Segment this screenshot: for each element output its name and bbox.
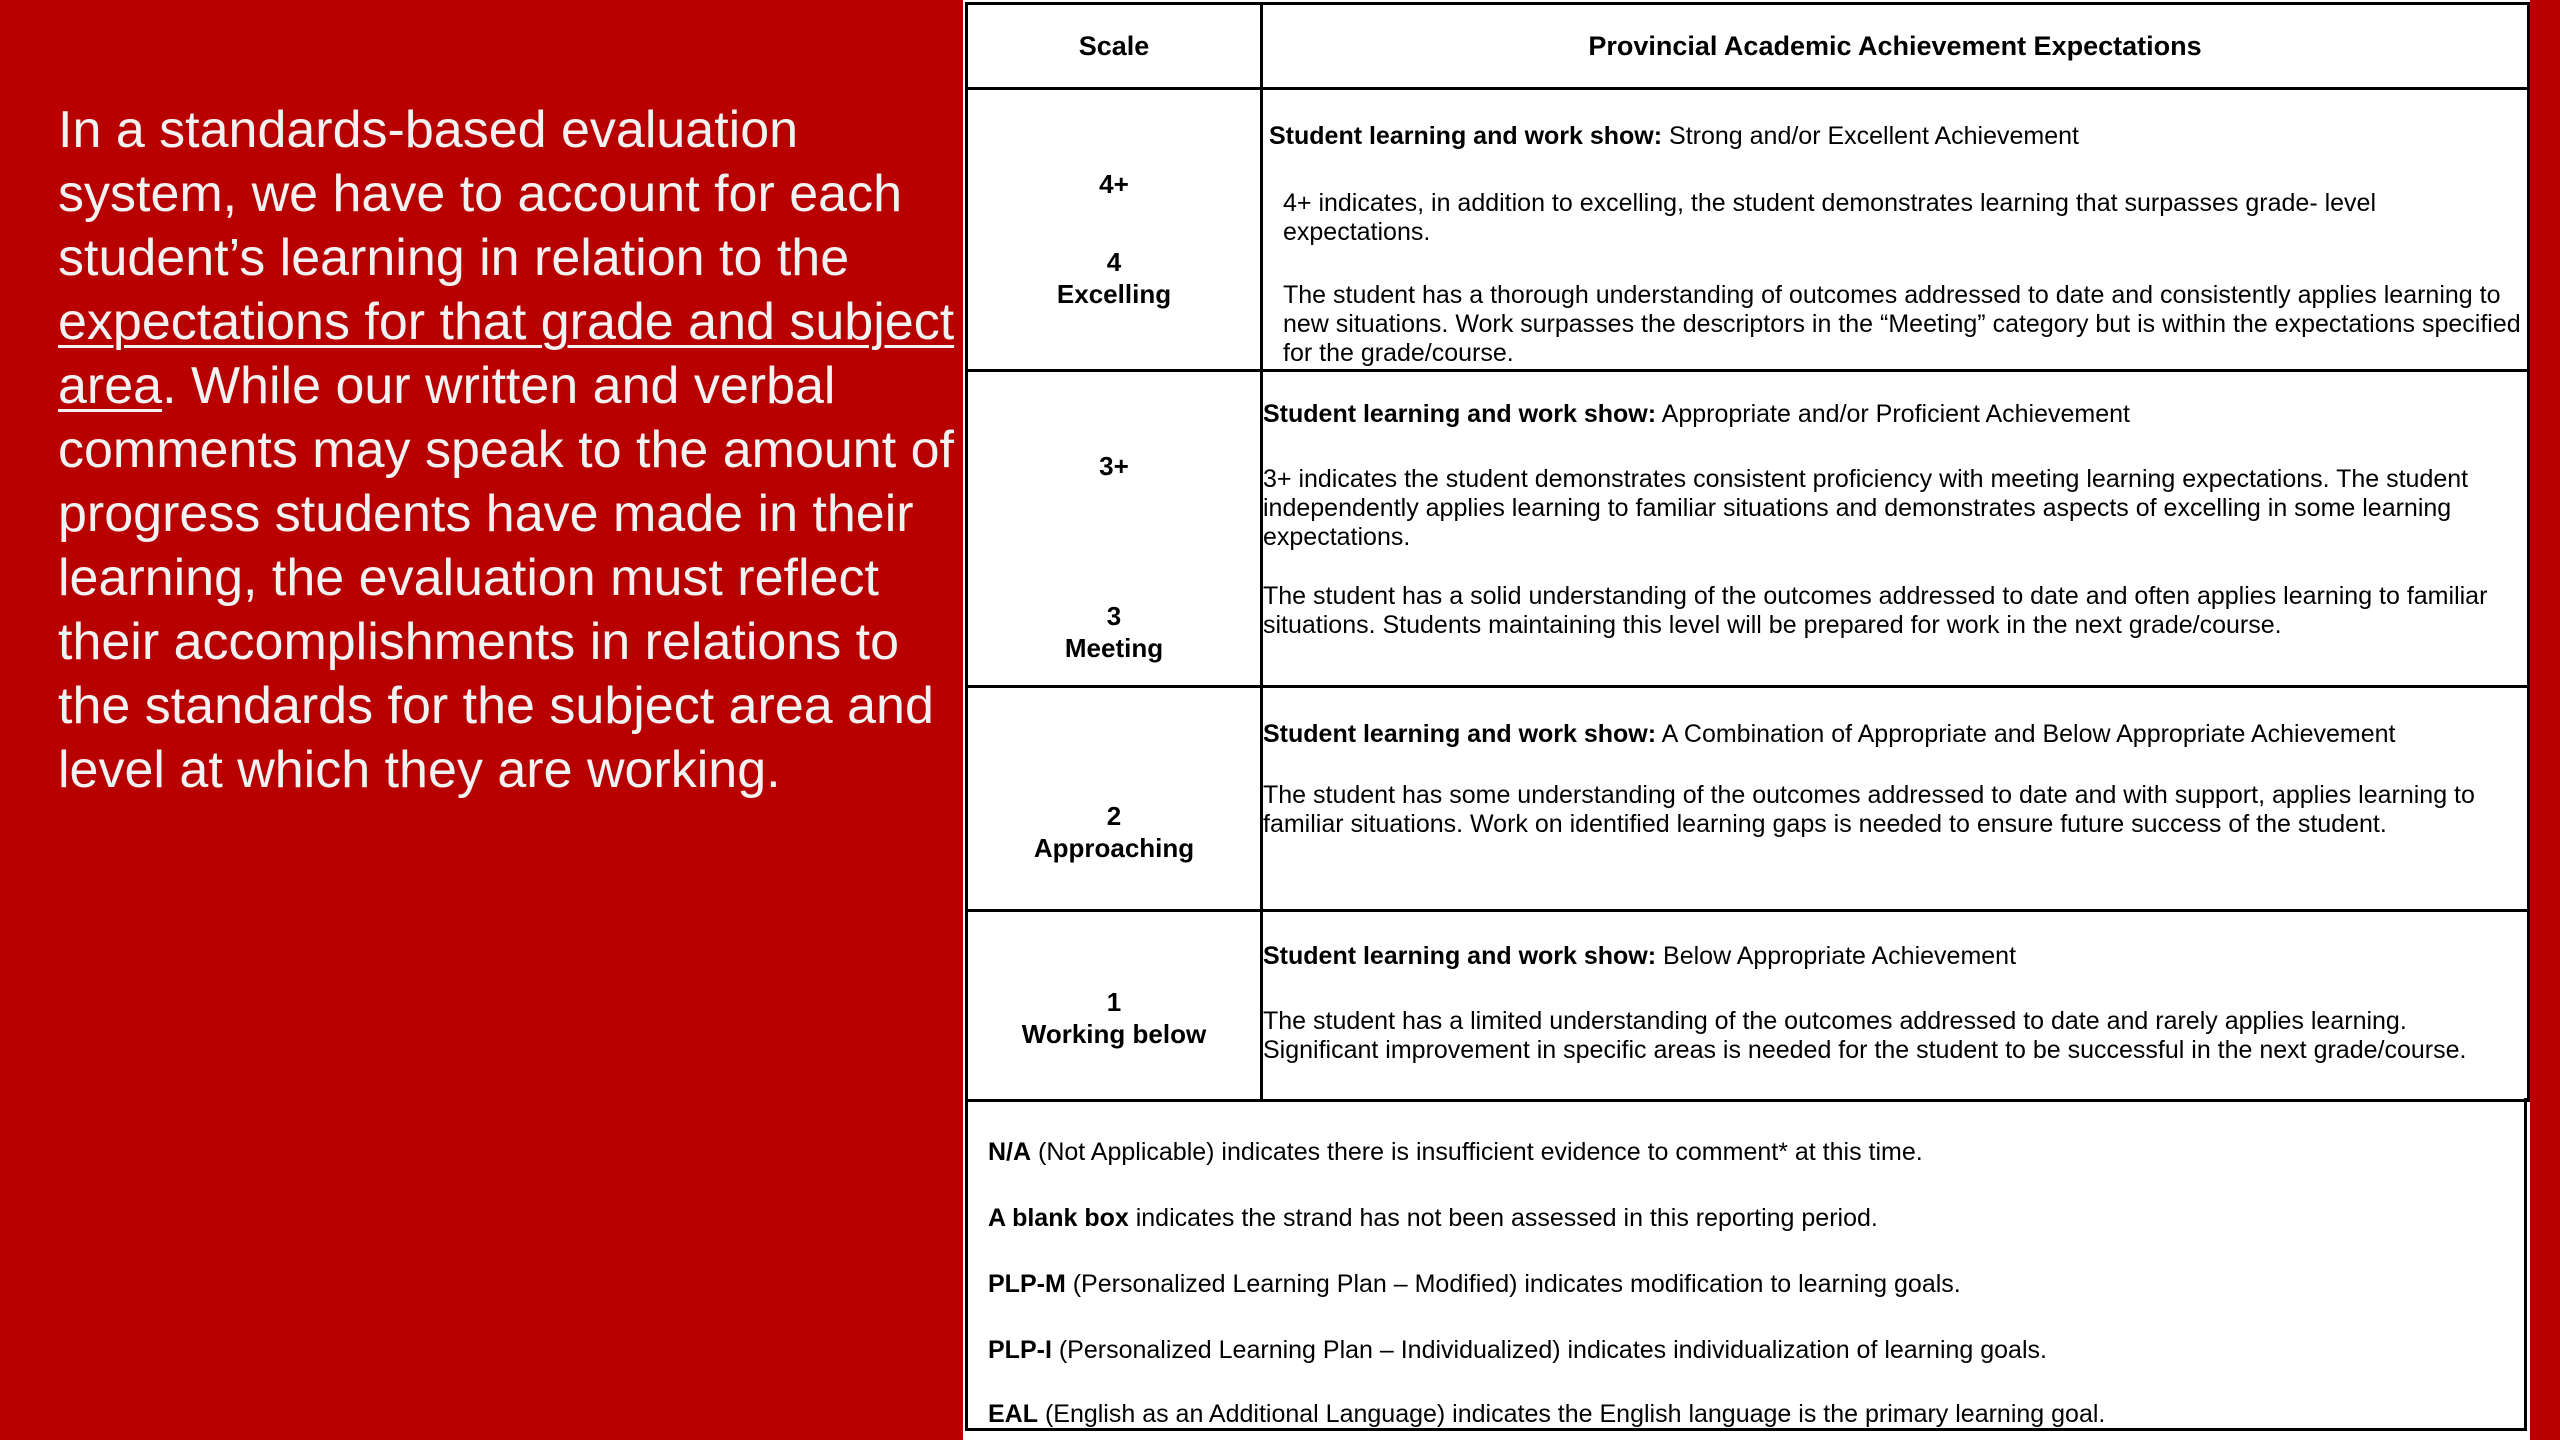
level-number: 3 (1106, 601, 1122, 631)
header-expectations: Provincial Academic Achievement Expectations (1262, 4, 2529, 89)
row-lead-line (1263, 942, 2527, 971)
note-text: (Personalized Learning Plan – Modified) indicates modification to learning goals. (1065, 1270, 1961, 1298)
lead-value: Strong and/or Excellent Achievement (1662, 122, 2080, 150)
lead-label: Student learning and work show: (1269, 122, 1663, 150)
notes-footer (965, 1098, 2527, 1431)
table-header-row (967, 4, 2529, 89)
note-text: indicates the strand has not been assessed in this reporting period. (1128, 1204, 1878, 1232)
intro-paragraph (58, 98, 958, 802)
row-lead-line (1269, 122, 2527, 151)
level-number: 1 (1106, 987, 1122, 1017)
scale-cell-meeting (967, 371, 1262, 687)
note-term: PLP-I (988, 1336, 1052, 1364)
table-row-approaching (967, 687, 2529, 911)
plus-description: 4+ indicates, in addition to excelling, the student demonstrates learning that surpasses grade- level expectations. (1283, 189, 2377, 246)
intro-text-end: . While our written and verbal comments may speak to the amount of progress students have made in their learning, the evaluation must reflect their accomplishments in relations to the standards for the subject area and level at which they are working. (58, 357, 954, 799)
note-text: (English as an Additional Language) indicates the English language is the primary learning goal. (1038, 1400, 2106, 1428)
level-description: The student has a limited understanding of the outcomes addressed to date and rarely applies learning. Significant improvement in specific areas is needed for the student to be successful in the next grade/course. (1263, 1007, 2467, 1064)
note-na (988, 1138, 1923, 1167)
table-row-meeting (967, 371, 2529, 687)
level-name: Excelling (1056, 279, 1172, 309)
intro-text-start: In a standards-based evaluation system, we have to account for each student’s learning in relation to the (58, 101, 902, 287)
level-description: The student has some understanding of the outcomes addressed to date and with support, applies learning to familiar situations. Work on identified learning gaps is needed to ensure future success of the student. (1263, 781, 2475, 838)
row-lead-line (1263, 720, 2527, 749)
level-number: 4 (1106, 247, 1122, 277)
lead-label: Student learning and work show: (1263, 400, 1657, 428)
note-term: N/A (988, 1138, 1032, 1166)
level-description: The student has a thorough understanding of outcomes addressed to date and consistently applies learning to new situations. Work surpasses the descriptors in the “Meeting” category but is within the expectations specified for the grade/course. (1283, 281, 2521, 367)
header-scale: Scale (967, 4, 1262, 89)
level-name: Working below (1021, 1019, 1207, 1049)
table-row-excelling (967, 89, 2529, 371)
achievement-scale-panel (963, 0, 2530, 1440)
plus-description: 3+ indicates the student demonstrates consistent proficiency with meeting learning expectations. The student independently applies learning to familiar situations and demonstrates aspects of excelling in some learning expectations. (1263, 465, 2469, 551)
note-text: (Not Applicable) indicates there is insufficient evidence to comment* at this time. (1031, 1138, 1923, 1166)
level-name: Approaching (1033, 833, 1195, 863)
description-cell-approaching (1262, 687, 2529, 911)
description-cell-working-below (1262, 911, 2529, 1101)
lead-value: Below Appropriate Achievement (1656, 942, 2017, 970)
achievement-scale-table (965, 2, 2530, 1102)
level-number: 2 (1106, 801, 1122, 831)
row-lead-line (1263, 400, 2527, 429)
note-term: A blank box (988, 1204, 1129, 1232)
plus-level-label: 3+ (1099, 451, 1129, 481)
note-blank-box (988, 1204, 1878, 1233)
level-name: Meeting (1064, 633, 1164, 663)
plus-level-label: 4+ (1099, 169, 1129, 199)
description-cell-excelling (1262, 89, 2529, 371)
scale-cell-working-below (967, 911, 1262, 1101)
note-plp-m (988, 1270, 1961, 1299)
note-term: EAL (988, 1400, 1038, 1428)
note-text: (Personalized Learning Plan – Individualized) indicates individualization of learning goals. (1051, 1336, 2047, 1364)
description-cell-meeting (1262, 371, 2529, 687)
note-plp-i (988, 1336, 2047, 1365)
lead-label: Student learning and work show: (1263, 942, 1657, 970)
scale-cell-excelling (967, 89, 1262, 371)
lead-value: Appropriate and/or Proficient Achievement (1656, 400, 2130, 428)
note-term: PLP-M (988, 1270, 1066, 1298)
lead-label: Student learning and work show: (1263, 720, 1657, 748)
level-description: The student has a solid understanding of the outcomes addressed to date and often applies learning to familiar situations. Students maintaining this level will be prepared for work in the next grade/course. (1263, 582, 2488, 639)
note-eal (988, 1400, 2105, 1429)
lead-value: A Combination of Appropriate and Below Appropriate Achievement (1656, 720, 2396, 748)
table-row-working-below (967, 911, 2529, 1101)
intro-underlined-text: expectations for that grade and subject area (58, 293, 955, 415)
scale-cell-approaching (967, 687, 1262, 911)
